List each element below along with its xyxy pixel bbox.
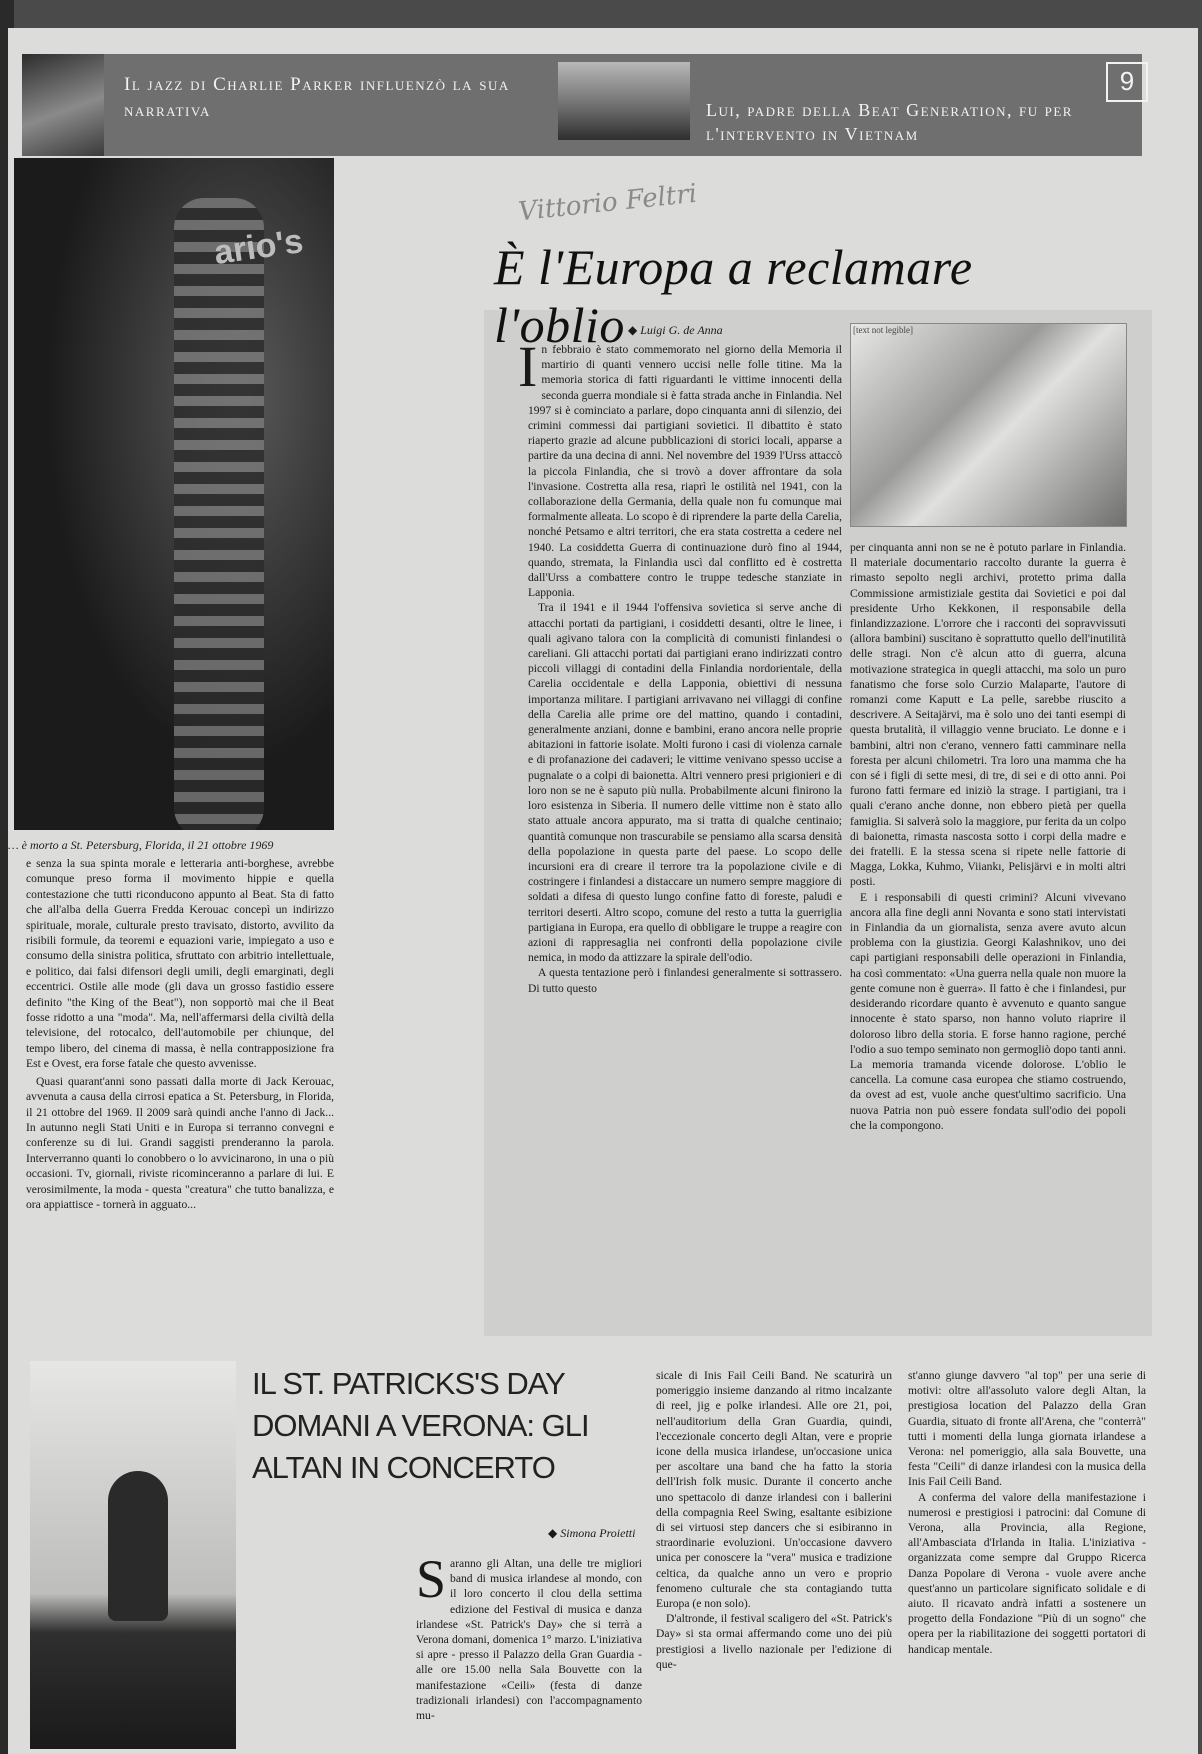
main-byline-name: Luigi G. de Anna	[640, 323, 723, 337]
main-paragraph-5: E i responsabili di questi crimini? Alcuni vivevano ancora alla fine degli anni Novanta e sono stati intervistati in Finlandia da un giornalista, senza avere avuto alcun problema con la giustizia. Georgi Kalashnikov, uno dei capi partigiani responsabili delle operazioni in Finlandia, ha così commentato: «Una guerra nella quale non muore la gente comune non è guerra». Il fatto è che i finlandesi, pur desiderando ricordare quanto è avvenuto e quanto sangue innocente è stato sparso, non hanno voluto riaprire il doloroso libro della storia. E forse hanno ragione, perché l'odio a suo tempo seminato non germogliò dopo tanti anni. La memoria tramanda vicende dolorose. L'oblio le cancella. La comune casa europea che stiamo costruendo, da ovest ad est, vuole anche quest'ultimo sacrificio. Una nuova Patria non può essere fondata sull'odio dei popoli che la compongono.	[850, 890, 1126, 1132]
main-paragraph-4: per cinquanta anni non se ne è potuto parlare in Finlandia. Il materiale documentario raccolto durante la guerra è rimasto sepolto negli archivi, protetto prima dalla Commissione armistiziale gestita dai Sovietici e poi dal presidente Urho Kekkonen, il responsabile della finlandizzazione. L'orrore che i racconti dei sopravvissuti (allora bambini) suscitano è soprattutto quello dell'inutilità delle stragi. Non c'è alcun atto di guerra, alcuna motivazione strategica in quegli attacchi, ma solo un puro fanatismo che forse solo Curzio Malaparte, l'autore di romanzi come Kaputt e La pelle, sarebbe riuscito a descrivere. A Seitajärvi, ma è solo uno dei tanti esempi di questa brutalità, il villaggio venne bruciato. Le donne e i bambini, altri non c'erano, vennero fatti camminare nella foresta per alcuni chilometri. Tra loro una mamma che ha con sé i figli di sette mesi, di tre, di sei e di otto anni. Poi furono fatti fermare ed iniziò la strage. I partigiani, tra i quali c'erano anche donne, non ebbero pietà per quella famiglia. Si salverà solo la maggiore, pur ferita da un colpo di baionetta, rimasta nascosta sotto i corpi della madre e dei fratelli. E la stessa scena si ripete nelle fattorie di Magga, Lokka, Kuhmo, Viiankı, Pelisjärvi e in molti altri posti.	[850, 541, 1126, 889]
main-headline: È l'Europa a reclamare l'oblio	[494, 239, 973, 353]
page-number: 9	[1106, 62, 1148, 102]
bottom-article-column-3	[908, 1368, 1146, 1657]
bottom-article-column-1	[416, 1549, 642, 1723]
bottom-paragraph-1-text: aranno gli Altan, una delle tre migliori band di musica irlandese al mondo, con il loro concerto il clou della settima edizione del Festival di musica e danza irlandese «St. Patrick's Day» che si terrà a Verona domani, domenica 1° marzo. L'iniziativa si apre - presso il Palazzo della Gran Guardia - alle ore 15.00 nella Sala Bouvette con la manifestazione «Ceili» (festa di danze tradizionali irlandesi) con l'accompagnamento mu-	[416, 1557, 642, 1723]
bottom-dropcap: S	[416, 1549, 447, 1609]
charlie-parker-thumbnail	[22, 54, 104, 156]
main-paragraph-1-text: n febbraio è stato commemorato nel giorno della Memoria il martirio di quanti vennero uccisi nelle folle titine. Ma la memoria storica di fatti riguardanti le vittime innocenti della seconda guerra mondiale si è fatta strada anche in Finlandia. Nel 1997 si è cominciato a parlare, dopo cinquanta anni di silenzio, dei crimini commessi dai partigiani sovietici. Il dibattito è stato riaperto grazie ad alcune pubblicazioni di storici locali, apparse a partire da una decina di anni. Nel novembre del 1939 l'Urss attaccò la piccola Finlandia, che si trovò a dover affrontare da sola l'invasione. Costretta alla resa, riaprì le ostilità nel 1941, con la collaborazione della Germania, della quale non fu comunque mai formalmente alleata. Lo scopo è di riprendere la parte della Carelia, nonché Petsamo e altri territori, che era stata costretta a cedere nel 1940. La cosiddetta Guerra di continuazione durò fino al 1944, quando, stremata, la Finlandia uscì dal conflitto ed è costretta dall'Urss a combattere contro le truppe tedesche stanziate in Lapponia.	[528, 343, 842, 600]
photo-sign-detail: ario's	[211, 221, 306, 273]
handwritten-note: Vittorio Feltri	[516, 178, 699, 228]
bottom-headline: IL ST. PATRICKS'S DAY DOMANI A VERONA: GLI ALTAN IN CONCERTO	[252, 1366, 589, 1485]
bottom-paragraph-1	[416, 1549, 642, 1723]
kerouac-photo	[14, 158, 334, 830]
main-dropcap: I	[518, 334, 538, 399]
bottom-paragraph-4: st'anno giunge davvero "al top" per una serie di motivi: oltre all'assoluto valore degli Altan, la prestigiosa location del Palazzo della Gran Guardia, situato di fronte all'Arena, che "conterrà" tutti i momenti della lunga giornata irlandese a Verona: nel pomeriggio, alla sala Bouvette, una festa "Ceili" di danze irlandesi con la musica della Inis Fail Ceili Band.	[908, 1369, 1146, 1489]
bottom-paragraph-3: D'altronde, il festival scaligero del «St. Patrick's Day» si sta ormai affermando come uno dei più prestigiosi a livello nazionale per l'edizione di que-	[656, 1612, 892, 1671]
left-paragraph-2: Quasi quarant'anni sono passati dalla morte di Jack Kerouac, avvenuta a causa della cirrosi epatica a St. Petersburg, in Florida, il 21 ottobre del 1969. Il 2009 sarà quindi anche l'anno di Jack... In autunno negli Stati Uniti e in Europa si terranno convegni e conferenze su di lui. Grandi saggisti prenderanno la parola. Interverranno quanti lo conobbero o lo avvicinarono, in una o più occasioni. Tv, giornali, riviste ricominceranno a parlare di lui. E verosimilmente, la moda - questa "creatura" che tutto banalizza, e ora appiattisce - tornerà in agguato...	[26, 1074, 334, 1211]
section-banner	[22, 54, 1142, 156]
newspaper-page	[8, 28, 1198, 1754]
photo-column-detail	[174, 198, 264, 830]
left-article-column	[26, 856, 334, 1214]
illustration-label: [text not legible]	[853, 325, 913, 335]
left-paragraph-1: e senza la sua spinta morale e letteraria anti-borghese, avrebbe comunque preso forma il movimento hippie e quella contestazione che tutti riconducono appunto al Beat. Sta di fatto che all'alba della Guerra Fredda Kerouac concepì un indirizzo spirituale, morale, culturale presto travisato, distorto, avvilito da risibili formule, da teoremi e equazioni varie, impiegato a uso e consumo della sinistra politica, sfruttato con arbitrio intellettuale, e politico, dai falsi difensori degli umili, degli emarginati, degli eccentrici. Ostile alle mode (gli dava un grosso fastidio essere definito "the King of the Beat"), non sopportò mai che il Beat fosse ridotto a una "moda". Ma, nell'affermarsi della civiltà della televisione, del rotocalco, dell'automobile per chiunque, del tempo libero, del cinema di massa, è nella contrapposizione fra Est e Ovest, era forse fatale che questo avvenisse.	[26, 857, 334, 1071]
banner-right-title: Lui, padre della Beat Generation, fu per l'intervento in Vietnam	[706, 100, 1073, 144]
main-paragraph-1	[518, 334, 842, 600]
statue-figure-detail	[108, 1471, 168, 1621]
main-byline: ◆ Luigi G. de Anna	[628, 323, 723, 337]
main-article-column-1	[518, 334, 842, 996]
bottom-article-column-2	[656, 1368, 892, 1672]
main-paragraph-3: A questa tentazione però i finlandesi generalmente si sottrassero. Di tutto questo	[528, 966, 842, 995]
banner-left-title: Il jazz di Charlie Parker influenzò la sua narrativa	[124, 74, 510, 121]
bottom-paragraph-2: sicale di Inis Fail Ceili Band. Ne scaturirà un pomeriggio insieme danzando al ritmo incalzante di reel, jig e polke irlandesi. Alle ore 21, poi, nell'auditorium della Gran Guardia, quindi, l'eccezionale concerto degli Altan, vere e proprie icone della musica irlandese, un'occasione unica per ascoltare una band che ha fatto la storia dell'Irish folk music. Durante il concerto anche uno spettacolo di danze irlandesi con i ballerini della compagnia Reel Swing, esaltante esibizione di sei virtuosi step dancers che si esibiranno in straordinarie evoluzioni. Un'occasione davvero unica per conoscere la "vera" musica e tradizione celtica, da qualche anno un vero e proprio fenomeno culturale che sta contagiando tutta Europa (e non solo).	[656, 1369, 892, 1611]
bottom-byline: ◆ Simona Proietti	[548, 1526, 636, 1540]
vietnam-helicopter-thumbnail	[558, 62, 690, 140]
main-paragraph-2: Tra il 1941 e il 1944 l'offensiva sovietica si serve anche di attacchi portati da partigiani, i cosiddetti desanti, oltre le linee, i quali agivano talora con la complicità di comunisti finlandesi o careliani. Gli attacchi portati dai partigiani erano indirizzati contro piccoli villaggi di contadini della Finlandia nordorientale, della Carelia occidentale e della Lapponia, obiettivi di nessuna importanza militare. I partigiani arrivavano nei villaggi di confine della Carelia alle prime ore del mattino, quando i contadini, generalmente anziani, donne e bambini, erano ancora nelle proprie abitazioni in fattorie isolate. Molti furono i casi di violenza carnale e di profanazione dei cadaveri; le vittime venivano spesso uccise a pugnalate o a colpi di baionetta. Altri vennero presi prigionieri e di loro non se ne è saputo più nulla. Probabilmente alcuni finirono la loro esistenza in Siberia. Il numero delle vittime non è stato allo stato attuale ancora appurato, ma si tratta di qualche centinaio; quantità comunque non trascurabile se pensiamo alla scarsa densità della popolazione in questa parte del paese. Lo scopo delle incursioni era di creare il terrore tra la popolazione civile e di costringere i finlandesi a distaccare un numero sempre maggiore di soldati a difesa di questo lungo confine fatto di foreste, paludi e territori deserti. Altro scopo, comune del resto a tutta la guerriglia partigiana in Europa, era quello di obbligare le truppe a reagire con azioni di rappresaglia nei confronti della popolazione civile nemica, in modo da attizzare la spirale dell'odio.	[528, 601, 842, 965]
bottom-byline-name: Simona Proietti	[560, 1526, 636, 1540]
photo-caption: … è morto a St. Petersburg, Florida, il 21 ottobre 1969	[8, 838, 274, 852]
war-illustration	[850, 323, 1127, 527]
bottom-paragraph-5: A conferma del valore della manifestazione i numerosi e prestigiosi i patrocini: dal Comune di Verona, alla Provincia, alla Regione, all'Ambasciata d'Irlanda in Italia. L'iniziativa - organizzata come sempre dal Gruppo Ricerca Danza Popolare di Verona - vuole avere anche quest'anno un particolare significato solidale e di aiuto. Il ricavato andrà infatti a sostenere un progetto della Fondazione "Più di un sogno" che opera per la riabilitazione dei soggetti portatori di handicap mentale.	[908, 1490, 1146, 1656]
main-article-column-2	[850, 540, 1126, 1133]
harp-statue-photo	[30, 1361, 236, 1749]
